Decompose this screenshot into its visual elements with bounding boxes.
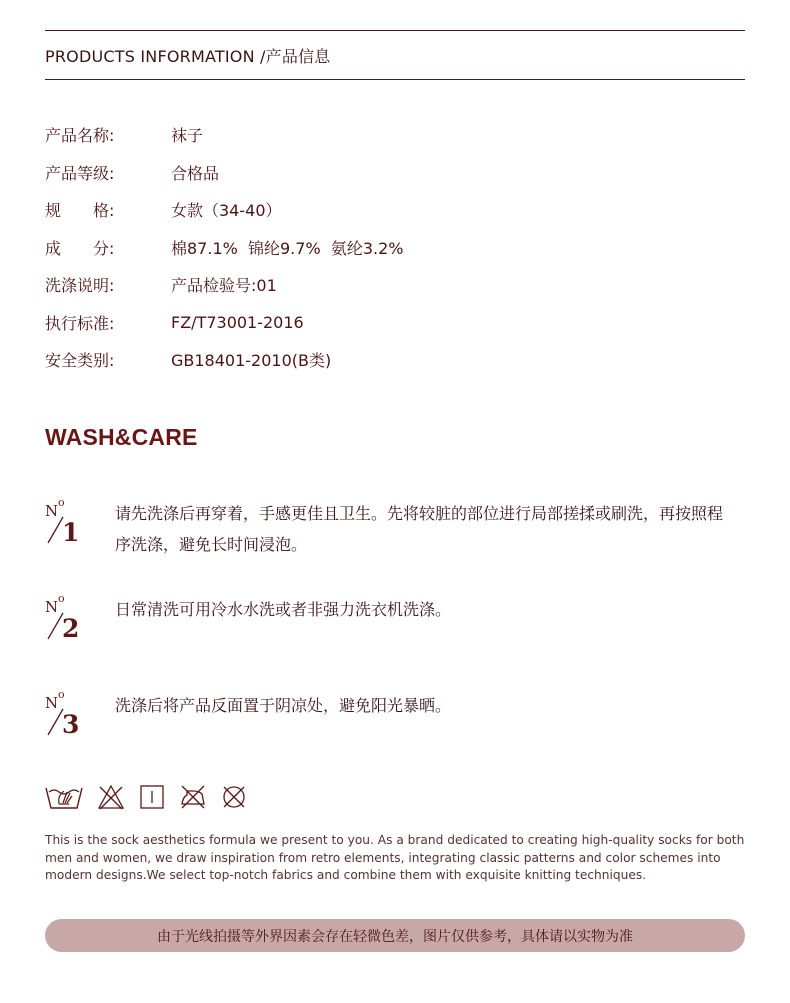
info-row-safety xyxy=(45,341,745,379)
number-sign-n: N xyxy=(45,598,59,616)
step-text: 洗涤后将产品反面置于阴凉处，避免阳光暴晒。 xyxy=(115,696,452,715)
step-number: 3 xyxy=(62,710,80,739)
step-number-mark xyxy=(45,592,85,648)
number-sign-o: o xyxy=(58,688,65,701)
info-label: 执行标准: xyxy=(45,313,115,333)
no-iron-icon xyxy=(179,784,207,810)
info-value: 女款（34-40） xyxy=(171,201,282,221)
info-value: 产品检验号:01 xyxy=(171,276,277,296)
info-label: 产品等级: xyxy=(45,163,115,183)
number-sign-n: N xyxy=(45,502,59,520)
step-number: 1 xyxy=(62,518,80,547)
color-disclaimer-banner: 由于光线拍摄等外界因素会存在轻微色差，图片仅供参考，具体请以实物为准 xyxy=(45,919,745,952)
info-label: 产品名称: xyxy=(45,126,115,146)
info-label: 规 格: xyxy=(45,201,115,221)
info-row-grade xyxy=(45,154,745,192)
info-row-wash xyxy=(45,266,745,304)
info-value: 袜子 xyxy=(171,126,204,146)
line-dry-icon xyxy=(139,784,165,810)
info-row-standard xyxy=(45,304,745,342)
info-value: FZ/T73001-2016 xyxy=(171,312,304,332)
step-text: 日常清洗可用冷水水洗或者非强力洗衣机洗涤。 xyxy=(115,600,452,619)
step-number-mark xyxy=(45,496,85,552)
step-number: 2 xyxy=(62,614,80,643)
info-label: 成 分: xyxy=(45,238,115,258)
info-row-name xyxy=(45,116,745,154)
info-value: 棉87.1% 锦纶9.7% 氨纶3.2% xyxy=(171,238,404,258)
info-value: 合格品 xyxy=(171,163,220,183)
care-symbols xyxy=(45,783,261,811)
step-number-mark xyxy=(45,688,85,744)
title-divider xyxy=(45,79,745,80)
products-info-title: PRODUCTS INFORMATION /产品信息 xyxy=(45,47,331,66)
info-label: 安全类别: xyxy=(45,351,115,371)
info-row-composition xyxy=(45,229,745,267)
info-value: GB18401-2010(B类) xyxy=(171,351,332,371)
hand-wash-icon xyxy=(45,783,83,811)
number-sign-o: o xyxy=(58,592,65,605)
number-sign-o: o xyxy=(58,496,65,509)
no-dry-clean-icon xyxy=(221,784,247,810)
step-text: 请先洗涤后再穿着，手感更佳且卫生。先将较脏的部位进行局部搓揉或刷洗，再按照程序洗涤，避免长时间浸泡。 xyxy=(115,504,724,554)
top-divider xyxy=(45,30,745,31)
brand-blurb: This is the sock aesthetics formula we present to you. As a brand dedicated to creating high-quality socks for both men and women, we draw inspiration from retro elements, integrating classic patterns and color schemes into modern designs.We select top-notch fabrics and combine them with exquisite knitting techniques. xyxy=(45,833,745,883)
no-bleach-icon xyxy=(97,784,125,810)
info-row-size xyxy=(45,191,745,229)
info-label: 洗涤说明: xyxy=(45,276,115,296)
number-sign-n: N xyxy=(45,694,59,712)
product-info-list xyxy=(45,116,745,379)
wash-care-title: WASH&CARE xyxy=(45,424,198,450)
